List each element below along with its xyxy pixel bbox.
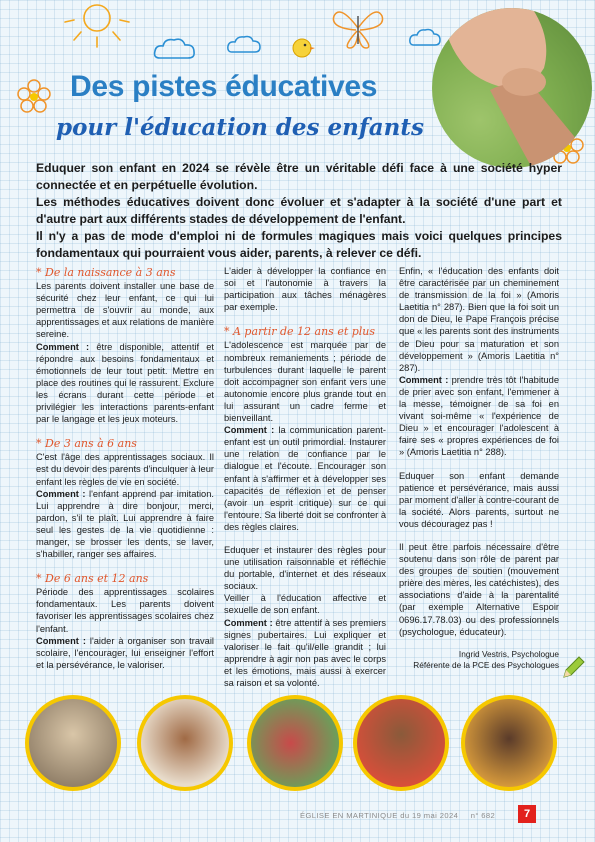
hands-photo xyxy=(432,8,592,168)
cloud-icon xyxy=(408,28,442,48)
butterfly-icon xyxy=(328,4,388,52)
section-title-12-plus: * A partir de 12 ans et plus xyxy=(224,325,376,339)
section-text: Veiller à l'éducation affective et sexuelle de son enfant. xyxy=(224,593,386,616)
comment-label: Comment : xyxy=(36,341,90,352)
comment-label: Comment : xyxy=(224,617,273,628)
flower-icon xyxy=(16,78,52,114)
column-1 xyxy=(36,265,214,671)
comment-text: la communication parent-enfant est un outil primordial. Instaurer une relation de confiance par le dialogue et l'écoute. Encourager son enfant à s'affirmer et à développer ses capacités de réflexion et de penser (avoir un esprit critique) sur ce qui l'entoure. Sa liberté doit se confronter à des règles claires. xyxy=(224,425,386,532)
section-text: L'adolescence est marquée par de nombreux remaniements ; période de turbulences durant laquelle le parent doit accompagner son enfant vers une autonomie encore plus grande tout en lui assurant un cadre ferme et bienveillant. xyxy=(224,340,386,424)
cloud-icon xyxy=(226,34,262,56)
publication-name: ÉGLISE EN MARTINIQUE du 19 mai 2024 xyxy=(300,811,459,820)
kid-photo-brushing-teeth xyxy=(137,695,233,791)
intro-paragraph: Eduquer son enfant en 2024 se révèle être un véritable défi face à une société hyper connectée et en perpétuelle évolution. xyxy=(36,161,562,192)
column-2 xyxy=(224,265,386,689)
intro-paragraph: Les méthodes éducatives doivent donc évoluer et s'adapter à la société d'une part et d'autre part aux différents stades de développement de l'enfant. xyxy=(36,195,562,226)
page-title: Des pistes éducatives xyxy=(70,70,378,103)
cloud-icon xyxy=(152,36,198,62)
page-number: 7 xyxy=(518,805,536,823)
comment-text: prendre très tôt l'habitude de prier avec son enfant, l'emmener à la messe, témoigner de sa foi en vivant soi-même « l'expérience de Dieu » et encourager l'adolescent à faire ses « propres expériences de foi » (Amoris Laetitia n° 288). xyxy=(399,374,559,458)
section-text: Enfin, « l'éducation des enfants doit être caractérisée par un cheminement de transmission de la foi » (Amoris Laetitia n° 287). Bien que la foi soit un don de Dieu, le Pape François précise que « les parents sont des instruments de Dieu pour sa maturation et son développement » (Amoris Laetitia n° 287). xyxy=(399,266,559,373)
bird-icon xyxy=(288,34,316,60)
kid-photo-laptop xyxy=(461,695,557,791)
kid-photo-bicycle xyxy=(247,695,343,791)
pencil-icon xyxy=(560,655,586,681)
issue-number: n° 682 xyxy=(470,811,496,820)
comment-label: Comment : xyxy=(224,425,275,436)
comment-label: Comment : xyxy=(36,488,86,499)
author-role: Référente de la PCE des Psychologues xyxy=(413,659,559,670)
column-3 xyxy=(399,265,559,671)
comment-text: l'enfant apprend par imitation. Lui apprendre à dire bonjour, merci, pardon, s'il te plaît. Lui apprendre à faire seul les gestes de la vie quotidienne : manger, se brosser les dents, se laver, s'habiller, ranger ses affaires. xyxy=(36,488,214,560)
section-title-birth: * De la naissance à 3 ans xyxy=(36,266,176,279)
section-text: Eduquer son enfant demande patience et persévérance, mais aussi par moment d'aller à contre-courant de la société. Alors parents, surtout ne vous découragez pas ! xyxy=(399,470,559,529)
comment-paragraph xyxy=(36,488,214,561)
comment-paragraph xyxy=(224,424,386,533)
section-text: L'aider à développer la confiance en soi et l'autonomie à travers la participation aux tâches ménagères par exemple. xyxy=(224,266,386,313)
comment-paragraph xyxy=(399,374,559,459)
comment-paragraph xyxy=(36,341,214,426)
section-text: Période des apprentissages scolaires fondamentaux. Les parents doivent favoriser les apprentissages scolaires chez l'enfant. xyxy=(36,587,214,634)
photo-strip xyxy=(25,695,570,795)
kid-photo-homework xyxy=(353,695,449,791)
section-text: Eduquer et instaurer des règles pour une utilisation raisonnable et réfléchie du portable, d'internet et des réseaux sociaux. xyxy=(224,544,386,592)
comment-paragraph xyxy=(224,617,386,690)
intro-block xyxy=(36,160,562,262)
footer-publication xyxy=(300,811,518,820)
section-title-6-12: * De 6 ans et 12 ans xyxy=(36,572,149,586)
comment-paragraph xyxy=(36,635,214,671)
section-text: Il peut être parfois nécessaire d'être soutenu dans son rôle de parent par des groupes de soutien (mouvement prière des mères, les catéchistes), des associations d'aide à la parentalité (par exemple Alternative Espoir 0696.17.78.03) ou des professionnels (psychologue, éducateur). xyxy=(399,541,559,637)
section-title-3-6: * De 3 ans à 6 ans xyxy=(36,437,137,451)
comment-text: être disponible, attentif et répondre aux besoins fondamentaux et émotionnels de leur tout petit. Mettre en place des routines qui le rassurent. Exclure les écrans durant cette période et privilégier les interactions parents-enfant par le langage et les jeux moteurs. xyxy=(36,341,214,425)
kid-photo-washing-hands xyxy=(25,695,121,791)
section-text: Les parents doivent installer une base de sécurité chez leur enfant, ce qui lui permettra de s'ouvrir au monde, aux apprentissages et aux relations de manière sereine. xyxy=(36,281,214,340)
comment-label: Comment : xyxy=(399,374,449,385)
comment-text: être attentif à ses premiers signes pubertaires. Lui expliquer et valoriser le fait qu'il/elle grandit ; lui apprendre à agir non pas avec le corps et les émotions, mais aussi à exercer sa raison et sa volonté. xyxy=(224,617,386,688)
section-text: C'est l'âge des apprentissages sociaux. Il est du devoir des parents d'inculquer à leur enfant les règles de vie en société. xyxy=(36,452,214,487)
sun-icon xyxy=(62,0,132,55)
comment-label: Comment : xyxy=(36,635,86,646)
holding-hands-image xyxy=(432,8,592,168)
page-subtitle: pour l'éducation des enfants xyxy=(56,114,424,141)
comment-text: l'aider à organiser son travail scolaire, l'encourager, lui enseigner l'effort et la persévérance, le valoriser. xyxy=(36,635,214,670)
author-name: Ingrid Vestris, Psychologue xyxy=(458,648,559,659)
intro-paragraph: Il n'y a pas de mode d'emploi ni de formules magiques mais voici quelques principes fondamentaux qui pourraient vous aider, parents, à relever ce défi. xyxy=(36,229,562,260)
